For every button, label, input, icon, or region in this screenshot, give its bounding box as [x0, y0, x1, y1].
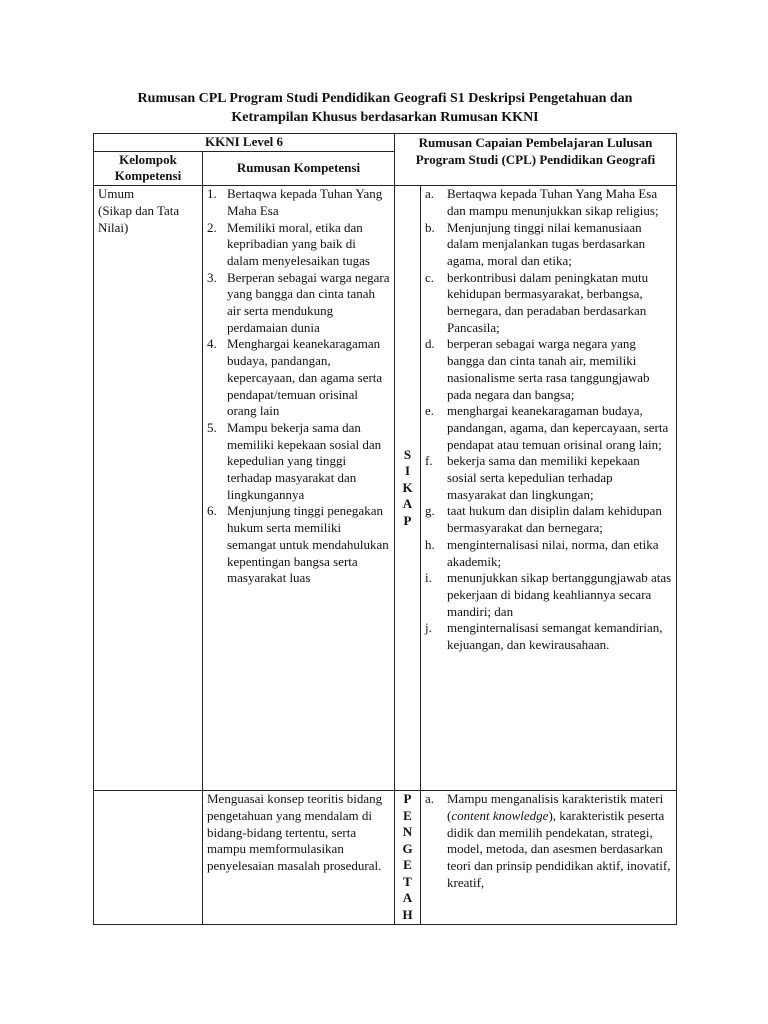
cpl-text-post: ), karakteristik peserta didik dan memilih pendekatan, strategi, model, metoda, dan asesmen berdasarkan teori dan prinsip pendidikan aktif, inovatif, kreatif, — [447, 807, 671, 890]
list-item — [425, 537, 672, 570]
vertical-letter: P — [403, 512, 412, 528]
list-item-text: Bertaqwa kepada Tuhan Yang Maha Esa dan mampu menunjukkan sikap religius; — [447, 186, 659, 218]
list-item-marker: a. — [425, 186, 435, 202]
list-item-marker: c. — [425, 269, 435, 285]
list-item — [425, 220, 672, 270]
list-item-marker: g. — [425, 503, 435, 519]
vertical-letter: E — [403, 857, 412, 873]
cpl-sikap-list — [421, 186, 677, 791]
list-item-text: bekerja sama dan memiliki kepekaan sosial serta kepedulian terhadap masyarakat dan lingkungan; — [447, 453, 640, 502]
list-item-marker: 2. — [207, 219, 217, 235]
kelompok-umum-subtitle: (Sikap dan Tata Nilai) — [98, 202, 180, 235]
list-item — [207, 503, 390, 587]
list-item — [207, 186, 390, 219]
list-item-marker: 5. — [207, 419, 217, 435]
list-item-text — [447, 791, 672, 891]
list-item-text: Berperan sebagai warga negara yang bangga dan cinta tanah air serta mendukung perdamaian dunia — [227, 269, 390, 335]
list-item-text: Bertaqwa kepada Tuhan Yang Maha Esa — [227, 186, 383, 218]
cpl-table — [93, 133, 677, 925]
kelompok-umum — [94, 186, 203, 791]
list-item — [425, 570, 672, 620]
header-kkni-level: KKNI Level 6 — [94, 134, 395, 152]
vertical-letter: G — [402, 840, 413, 856]
list-item-text: Menjunjung tinggi nilai kemanusiaan dalam menjalankan tugas berdasarkan agama, moral dan etika; — [447, 219, 646, 268]
list-item — [425, 336, 672, 403]
vertical-letter: S — [403, 446, 412, 462]
list-item-text: Memiliki moral, etika dan kepribadian yang baik di dalam menyelesaikan tugas — [227, 219, 370, 268]
vertical-letter: K — [402, 479, 413, 495]
list-item — [207, 420, 390, 504]
list-item-text: menginternalisasi semangat kemandirian, kejuangan, dan kewirausahaan. — [447, 620, 663, 653]
list-item — [425, 186, 672, 219]
vertical-letter: T — [403, 873, 412, 889]
kelompok-empty — [94, 791, 203, 925]
vertical-letter: I — [404, 463, 411, 479]
list-item-text: menunjukkan sikap bertanggungjawab atas pekerjaan di bidang keahliannya secara mandiri; dan — [447, 570, 672, 619]
vertical-letter: H — [402, 906, 413, 922]
sikap-vertical-label — [395, 186, 421, 791]
title-line-1: Rumusan CPL Program Studi Pendidikan Geografi S1 Deskripsi Pengetahuan dan — [137, 91, 633, 106]
list-item-marker: a. — [425, 791, 435, 807]
list-item — [207, 270, 390, 337]
cpl-pengetahuan-list — [421, 791, 677, 925]
rumusan-pengetahuan — [203, 791, 395, 925]
list-item-text: Menjunjung tinggi penegakan hukum serta memiliki semangat untuk mendahulukan kepentingan bangsa serta masyarakat luas — [227, 503, 389, 586]
list-item — [425, 403, 672, 453]
header-cpl: Rumusan Capaian Pembelajaran Lulusan Program Studi (CPL) Pendidikan Geografi — [395, 134, 677, 186]
rumusan-pengetahuan-text: Menguasai konsep teoritis bidang pengetahuan yang mendalam di bidang-bidang tertentu, serta mampu memformulasikan penyelesaian masalah prosedural. — [207, 791, 383, 873]
list-item-marker: 3. — [207, 269, 217, 285]
list-item — [425, 620, 672, 653]
vertical-letter: P — [403, 791, 412, 807]
title-line-2: Ketrampilan Khusus berdasarkan Rumusan KKNI — [231, 110, 539, 125]
list-item-marker: d. — [425, 336, 435, 352]
vertical-letter: A — [402, 890, 413, 906]
header-kelompok-kompetensi: Kelompok Kompetensi — [94, 151, 203, 185]
list-item-marker: b. — [425, 219, 435, 235]
kelompok-umum-title: Umum — [98, 186, 135, 202]
list-item-text: taat hukum dan disiplin dalam kehidupan bermasyarakat dan bernegara; — [447, 503, 662, 536]
list-item — [425, 453, 672, 503]
list-item-marker: j. — [425, 620, 432, 636]
list-item-text: menginternalisasi nilai, norma, dan etika akademik; — [447, 536, 659, 569]
list-item-text: menghargai keanekaragaman budaya, pandangan, agama, dan kepercayaan, serta pendapat atau temuan orisinal orang lain; — [447, 403, 669, 452]
list-item — [207, 220, 390, 270]
pengetahuan-vertical-label — [395, 791, 421, 925]
list-item-text: Mampu bekerja sama dan memiliki kepekaan sosial dan kepedulian yang tinggi terhadap masyarakat dan lingkungannya — [227, 419, 382, 502]
list-item-text: berperan sebagai warga negara yang bangga dan cinta tanah air, memiliki nasionalisme serta rasa tanggungjawab pada negara dan bangsa; — [447, 336, 650, 402]
list-item — [207, 336, 390, 420]
rumusan-sikap-list — [203, 186, 395, 791]
list-item — [425, 270, 672, 337]
document-title — [95, 89, 675, 127]
cpl-text-emphasis: content knowledge — [451, 807, 549, 823]
list-item-marker: 6. — [207, 503, 217, 519]
vertical-letter: A — [402, 496, 413, 512]
list-item-marker: 4. — [207, 336, 217, 352]
list-item-marker: 1. — [207, 186, 217, 202]
list-item-text: Menghargai keanekaragaman budaya, pandangan, kepercayaan, dan agama serta pendapat/temuan orisinal orang lain — [227, 336, 383, 419]
list-item — [425, 791, 672, 891]
vertical-letter: N — [402, 824, 413, 840]
cpl-text-pre: Mampu menganalisis karakteristik materi ( — [447, 791, 664, 823]
list-item-marker: h. — [425, 536, 435, 552]
header-rumusan-kompetensi: Rumusan Kompetensi — [203, 151, 395, 185]
list-item-text: berkontribusi dalam peningkatan mutu kehidupan bermasyarakat, berbangsa, bernegara, dan peradaban berdasarkan Pancasila; — [447, 269, 649, 335]
list-item-marker: i. — [425, 570, 432, 586]
list-item-marker: e. — [425, 403, 435, 419]
vertical-letter: E — [403, 807, 412, 823]
list-item — [425, 503, 672, 536]
list-item-marker: f. — [425, 453, 433, 469]
